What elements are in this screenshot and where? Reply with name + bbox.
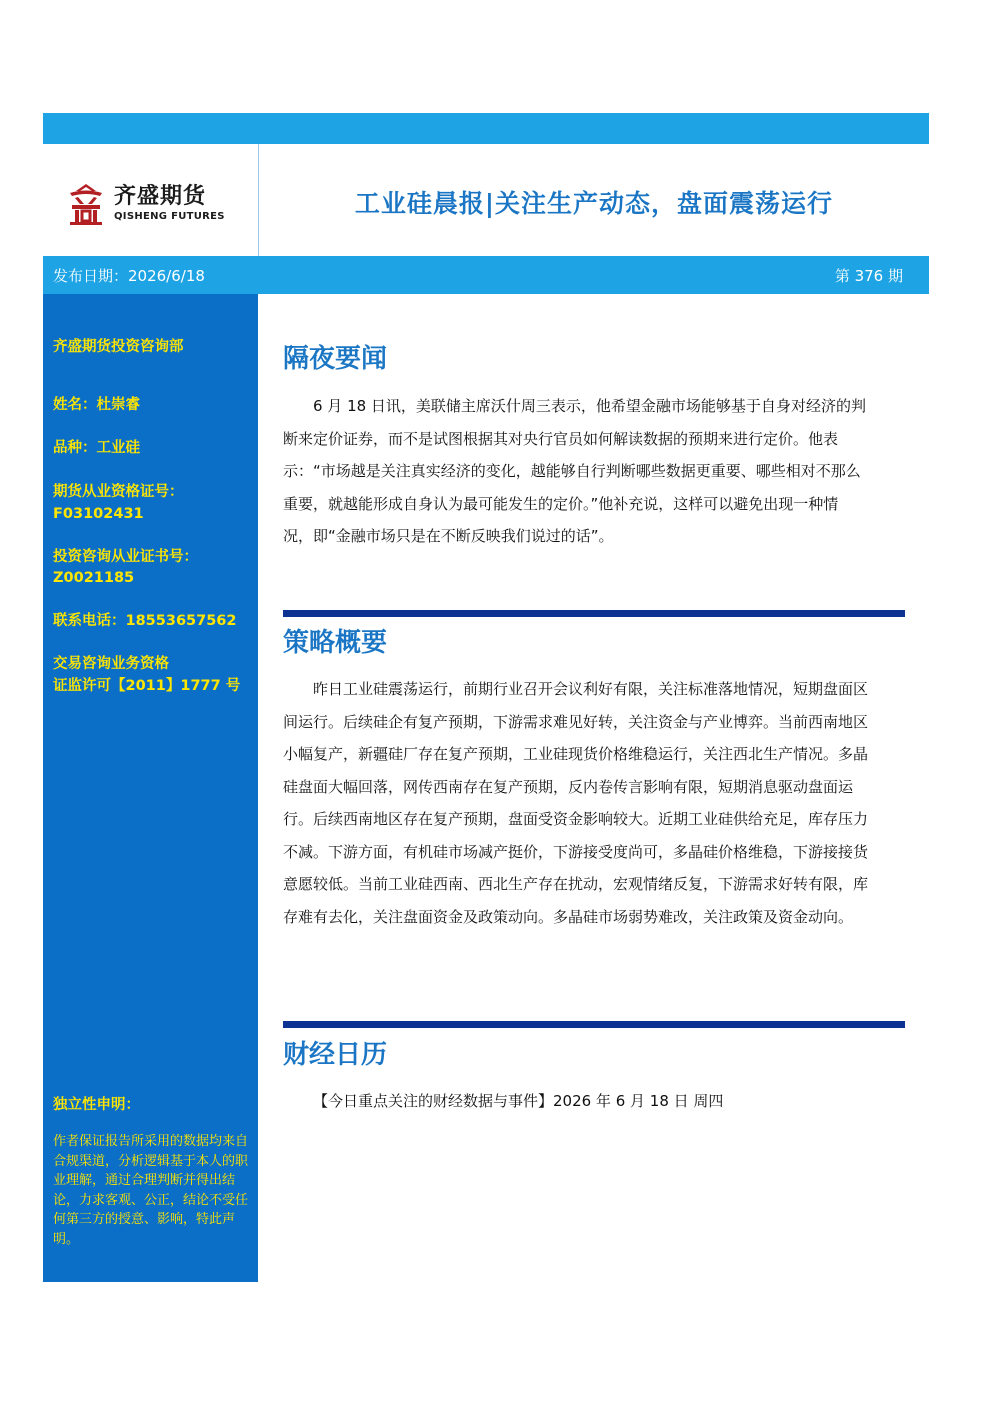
top-band (43, 113, 929, 144)
strategy-paragraph: 昨日工业硅震荡运行，前期行业召开会议利好有限，关注标准落地情况，短期盘面区间运行。后续硅企有复产预期，下游需求难见好转，关注资金与产业博弈。当前西南地区小幅复产，新疆硅厂存在复产预期，工业硅现货价格维稳运行，关注西北生产情况。多晶硅盘面大幅回落，网传西南存在复产预期，反内卷传言影响有限，短期消息驱动盘面运行。后续西南地区存在复产预期，盘面受资金影响较大。近期工业硅供给充足，库存压力不减。下游方面，有机硅市场减产挺价，下游接受度尚可，多晶硅价格维稳，下游接接货意愿较低。当前工业硅西南、西北生产存在扰动，宏观情绪反复，下游需求好转有限，库存难有去化，关注盘面资金及政策动向。多晶硅市场弱势难改，关注政策及资金动向。 (283, 680, 869, 926)
disclaimer-text: 作者保证报告所采用的数据均来自合规渠道，分析逻辑基于本人的职业理解，通过合理判断并得出结论，力求客观、公正，结论不受任何第三方的授意、影响，特此声明。 (53, 1134, 249, 1247)
disclaimer-title: 独立性申明： (53, 1097, 140, 1113)
brand-name-cn: 齐盛期货 (114, 183, 207, 209)
contact-phone: 联系电话：18553657562 (53, 613, 237, 629)
section-title-overnight: 隔夜要闻 (283, 344, 388, 374)
variety: 品种：工业硅 (53, 440, 140, 456)
brand-logo (66, 182, 225, 226)
license-line-2: 证监许可【2011】1777 号 (53, 678, 241, 694)
qisheng-logo-icon (66, 182, 106, 226)
brand-name-en: QISHENG FUTURES (114, 210, 225, 222)
section-title-calendar: 财经日历 (283, 1040, 388, 1070)
department: 齐盛期货投资咨询部 (53, 339, 184, 355)
invest-cert-number: Z0021185 (53, 570, 135, 586)
author-sidebar (43, 294, 258, 1282)
invest-cert-label: 投资咨询从业证书号： (53, 549, 198, 565)
section-divider (283, 610, 905, 617)
section-title-strategy: 策略概要 (283, 628, 388, 658)
date-bar (43, 256, 929, 294)
futures-cert-label: 期货从业资格证号： (53, 484, 184, 500)
futures-cert-number: F03102431 (53, 506, 144, 522)
author-name: 姓名：杜崇睿 (53, 397, 140, 413)
calendar-line: 【今日重点关注的财经数据与事件】2026 年 6 月 18 日 周四 (313, 1092, 724, 1110)
issue-number: 第 376 期 (834, 267, 903, 285)
report-title: 工业硅晨报|关注生产动态，盘面震荡运行 (354, 189, 834, 218)
overnight-paragraph: 6 月 18 日讯，美联储主席沃什周三表示，他希望金融市场能够基于自身对经济的判断来定价证券，而不是试图根据其对央行官员如何解读数据的预期来进行定价。他表示：“市场越是关注真实经济的变化，越能够自行判断哪些数据更重要、哪些相对不那么重要，就越能形成自身认为最可能发生的定价。”他补充说，这样可以避免出现一种情况，即“金融市场只是在不断反映我们说过的话”。 (283, 397, 866, 545)
license-line-1: 交易咨询业务资格 (53, 656, 169, 672)
publish-date: 发布日期：2026/6/18 (53, 267, 205, 285)
section-divider (283, 1021, 905, 1028)
